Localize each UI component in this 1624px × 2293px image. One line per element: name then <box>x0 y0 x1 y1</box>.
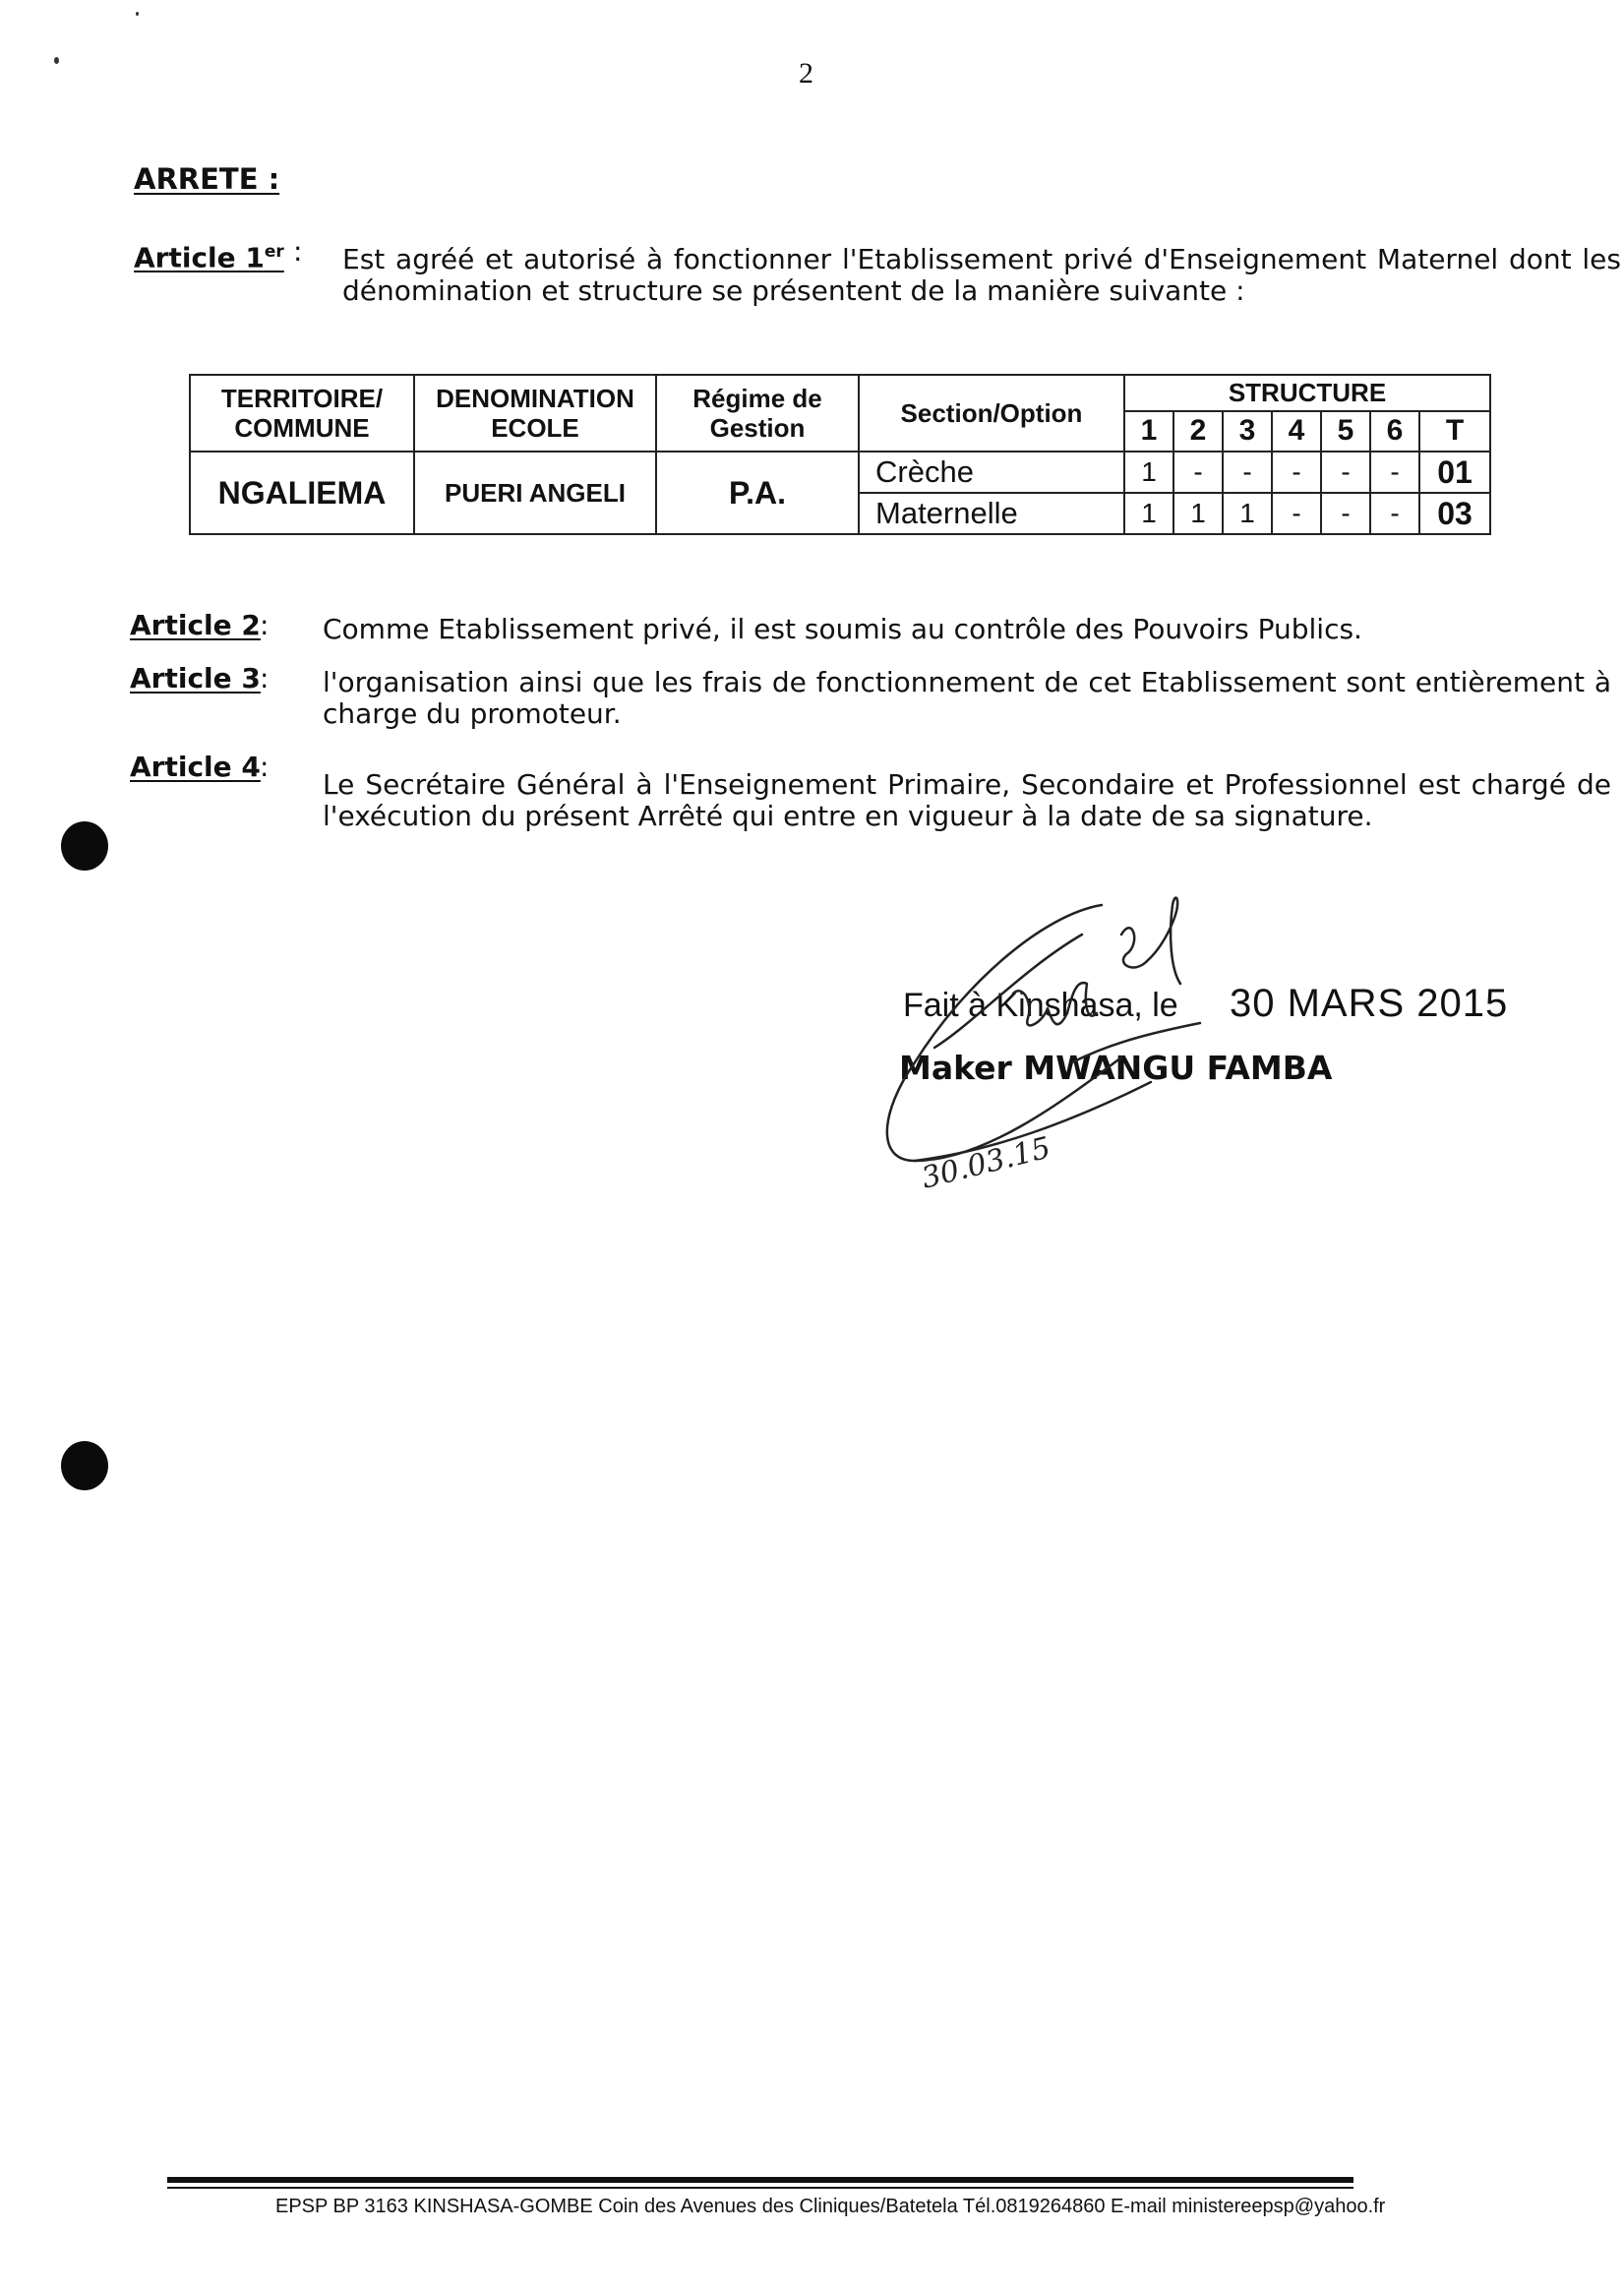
cell-value: - <box>1370 452 1419 493</box>
article-4-colon: : <box>260 751 270 783</box>
cell-territoire: NGALIEMA <box>190 452 414 534</box>
cell-denomination: PUERI ANGELI <box>414 452 656 534</box>
cell-value: 1 <box>1223 493 1272 534</box>
article-1-label: Article 1er <box>134 241 284 274</box>
article-2-label: Article 2 <box>130 609 261 641</box>
header-denomination: DENOMINATION ECOLE <box>414 375 656 452</box>
handwritten-signature <box>875 875 1328 1210</box>
cell-regime: P.A. <box>656 452 859 534</box>
article-3-label: Article 3 <box>130 662 261 694</box>
article-4 <box>130 751 1611 832</box>
punch-hole <box>61 1441 108 1490</box>
cell-total: 01 <box>1419 452 1490 493</box>
page-number: 2 <box>799 57 813 90</box>
header-territoire: TERRITOIRE/ COMMUNE <box>190 375 414 452</box>
punch-hole <box>61 821 108 871</box>
signature-place: Fait à Kinshasa, le <box>903 987 1178 1024</box>
header-col-4: 4 <box>1272 411 1321 452</box>
scan-speck <box>54 57 59 64</box>
article-1-text: Est agréé et autorisé à fonctionner l'Etablissement privé d'Enseignement Maternel dont les dénomination et structure se présentent de la manière suivante : <box>342 243 1621 307</box>
article-3-colon: : <box>260 662 270 694</box>
decree-heading: ARRETE : <box>134 162 280 196</box>
footer-address: EPSP BP 3163 KINSHASA-GOMBE Coin des Avenues des Cliniques/Batetela Tél.0819264860 E-mail ministereepsp@yahoo.fr <box>275 2196 1386 2217</box>
article-2-text: Comme Etablissement privé, il est soumis au contrôle des Pouvoirs Publics. <box>323 613 1362 645</box>
header-structure: STRUCTURE <box>1124 375 1490 411</box>
article-3 <box>130 662 1611 742</box>
header-col-1: 1 <box>1124 411 1173 452</box>
article-2 <box>130 610 1487 649</box>
header-col-6: 6 <box>1370 411 1419 452</box>
cell-value: - <box>1173 452 1223 493</box>
cell-value: - <box>1223 452 1272 493</box>
signature-date: 30 MARS 2015 <box>1230 982 1509 1025</box>
header-regime: Régime de Gestion <box>656 375 859 452</box>
cell-value: 1 <box>1124 493 1173 534</box>
cell-section: Maternelle <box>859 493 1124 534</box>
cell-total: 03 <box>1419 493 1490 534</box>
cell-value: - <box>1272 452 1321 493</box>
cell-value: 1 <box>1173 493 1223 534</box>
footer-rule <box>167 2177 1353 2191</box>
header-col-total: T <box>1419 411 1490 452</box>
header-col-2: 2 <box>1173 411 1223 452</box>
school-structure-table <box>189 374 1491 535</box>
article-1-colon: : <box>293 235 303 268</box>
cell-value: - <box>1321 493 1370 534</box>
cell-value: 1 <box>1124 452 1173 493</box>
signatory-name: Maker MWANGU FAMBA <box>899 1049 1333 1087</box>
scan-speck <box>136 12 139 16</box>
article-4-text: Le Secrétaire Général à l'Enseignement Primaire, Secondaire et Professionnel est chargé de l'exécution du présent Arrêté qui entre en vigueur à la date de sa signature. <box>323 768 1611 832</box>
header-section: Section/Option <box>859 375 1124 452</box>
article-3-text: l'organisation ainsi que les frais de fonctionnement de cet Etablissement sont entièrement à charge du promoteur. <box>323 666 1611 730</box>
header-col-3: 3 <box>1223 411 1272 452</box>
cell-section: Crèche <box>859 452 1124 493</box>
article-4-label: Article 4 <box>130 751 261 783</box>
cell-value: - <box>1272 493 1321 534</box>
cell-value: - <box>1321 452 1370 493</box>
header-col-5: 5 <box>1321 411 1370 452</box>
article-1 <box>134 235 1621 315</box>
article-2-colon: : <box>260 609 270 641</box>
handwritten-date: 30.03.15 <box>918 1130 1054 1196</box>
cell-value: - <box>1370 493 1419 534</box>
